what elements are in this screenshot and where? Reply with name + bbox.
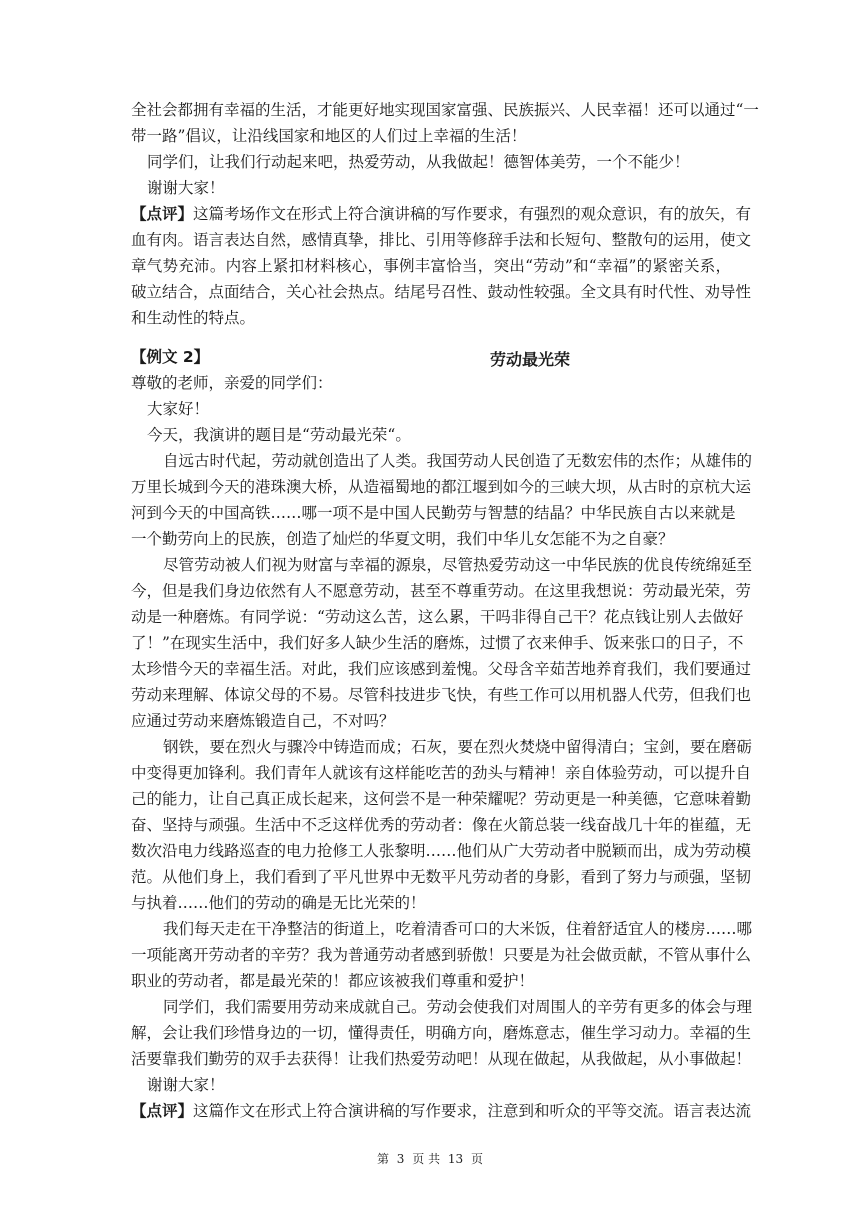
- salutation: 尊敬的老师，亲爱的同学们：: [131, 374, 333, 392]
- text-line: 中变得更加锋利。我们青年人就该有这样能吃苦的劲头与精神！亲自体验劳动，可以提升自: [131, 764, 752, 782]
- review-line: 章气势充沛。内容上紧扣材料核心，事例丰富恰当，突出“劳动”和“幸福”的紧密关系，: [131, 257, 731, 275]
- text-line: 数次沿电力线路巡查的电力抢修工人张黎明……他们从广大劳动者中脱颖而出，成为劳动模: [131, 842, 752, 860]
- review-text: 这篇考场作文在形式上符合演讲稿的写作要求，有强烈的观众意识，有的放矢，有: [193, 205, 752, 223]
- footer-total-pages: 13: [447, 1152, 464, 1166]
- text-line: 活要靠我们勤劳的双手去获得！让我们热爱劳动吧！从现在做起，从我做起，从小事做起！: [131, 1050, 752, 1068]
- text-line: 动是一种磨炼。有同学说：“劳动这么苦，这么累，干吗非得自己干？花点钱让别人去做好: [131, 608, 744, 626]
- essay-title: 劳动最光荣: [489, 350, 570, 369]
- text-line: 劳动来理解、体谅父母的不易。尽管科技进步飞快，有些工作可以用机器人代劳，但我们也: [131, 686, 752, 704]
- text-line: 一项能离开劳动者的辛劳？我为普通劳动者感到骄傲！只要是为社会做贡献，不管从事什么: [131, 946, 752, 964]
- text-line: 与执着……他们的劳动的确是无比光荣的！: [131, 894, 426, 912]
- footer-prefix: 第: [376, 1152, 389, 1166]
- review-line: 和生动性的特点。: [131, 309, 256, 327]
- page-footer: [0, 1150, 860, 1167]
- text-line: 今，但是我们身边依然有人不愿意劳动，甚至不尊重劳动。在这里我想说：劳动最光荣，劳: [131, 582, 752, 600]
- review-text: 这篇作文在形式上符合演讲稿的写作要求，注意到和听众的平等交流。语言表达流: [193, 1102, 752, 1120]
- text-line: 己的能力，让自己真正成长起来，这何尝不是一种荣耀呢？劳动更是一种美德，它意味着勤: [131, 790, 752, 808]
- text-line: 万里长城到今天的港珠澳大桥，从造福蜀地的都江堰到如今的三峡大坝，从古时的京杭大运: [131, 478, 752, 496]
- text-line: 职业的劳动者，都是最光荣的！都应该被我们尊重和爱护！: [131, 972, 535, 990]
- text-line: 了！”在现实生活中，我们好多人缺少生活的磨炼，过惯了衣来伸手、饭来张口的日子，不: [131, 634, 744, 652]
- intro-line: 今天，我演讲的题目是“劳动最光荣“。: [147, 426, 411, 444]
- review-label: 【点评】: [131, 205, 194, 223]
- text-line: 范。从他们身上，我们看到了平凡世界中无数平凡劳动者的身影，看到了努力与顽强，坚韧: [131, 868, 752, 886]
- text-line: 尽管劳动被人们视为财富与幸福的源泉，尽管热爱劳动这一中华民族的优良传统绵延至: [163, 556, 753, 574]
- review-label: 【点评】: [131, 1102, 194, 1120]
- text-line: 一个勤劳向上的民族，创造了灿烂的华夏文明，我们中华儿女怎能不为之自豪？: [131, 530, 674, 548]
- review-line: [131, 1101, 752, 1121]
- review-line: [131, 204, 752, 224]
- text-line: 自远古时代起，劳动就创造出了人类。我国劳动人民创造了无数宏伟的杰作；从雄伟的: [163, 452, 753, 470]
- text-line: 奋、坚持与顽强。生活中不乏这样优秀的劳动者：像在火箭总装一线奋战几十年的崔蕴，无: [131, 816, 752, 834]
- footer-suffix: 页: [471, 1152, 484, 1166]
- footer-middle: 页 共: [412, 1152, 441, 1166]
- text-line: 带一路”倡议，让沿线国家和地区的人们过上幸福的生活！: [131, 127, 527, 145]
- text-line: 全社会都拥有幸福的生活，才能更好地实现国家富强、民族振兴、人民幸福！还可以通过“一: [131, 101, 759, 119]
- footer-page-number: 3: [396, 1152, 405, 1166]
- text-line: 太珍惜今天的幸福生活。对此，我们应该感到羞愧。父母含辛茹苦地养育我们，我们要通过: [131, 660, 752, 678]
- text-line: 解，会让我们珍惜身边的一切，懂得责任，明确方向，磨炼意志，催生学习动力。幸福的生: [131, 1024, 752, 1042]
- text-line: 河到今天的中国高铁……哪一项不是中国人民勤劳与智慧的结晶？中华民族自古以来就是: [131, 504, 736, 522]
- text-line: 应通过劳动来磨炼锻造自己，不对吗？: [131, 712, 395, 730]
- text-line: 同学们，我们需要用劳动来成就自己。劳动会使我们对周围人的辛劳有更多的体会与理: [163, 998, 753, 1016]
- closing-line: 谢谢大家！: [147, 1076, 225, 1094]
- example-label: 【例文 2】: [131, 348, 210, 366]
- text-line: 我们每天走在干净整洁的街道上，吃着清香可口的大米饭，住着舒适宜人的楼房……哪: [163, 920, 753, 938]
- review-line: 破立结合，点面结合，关心社会热点。结尾号召性、鼓动性较强。全文具有时代性、劝导性: [131, 283, 752, 301]
- greeting: 大家好！: [147, 400, 210, 418]
- closing-line: 谢谢大家！: [147, 179, 225, 197]
- text-line: 钢铁，要在烈火与骤冷中铸造而成；石灰，要在烈火焚烧中留得清白；宝剑，要在磨砺: [163, 738, 753, 756]
- text-line: 同学们，让我们行动起来吧，热爱劳动，从我做起！德智体美劳，一个不能少！: [147, 153, 690, 171]
- review-line: 血有肉。语言表达自然，感情真挚，排比、引用等修辞手法和长短句、整散句的运用，使文: [131, 231, 752, 249]
